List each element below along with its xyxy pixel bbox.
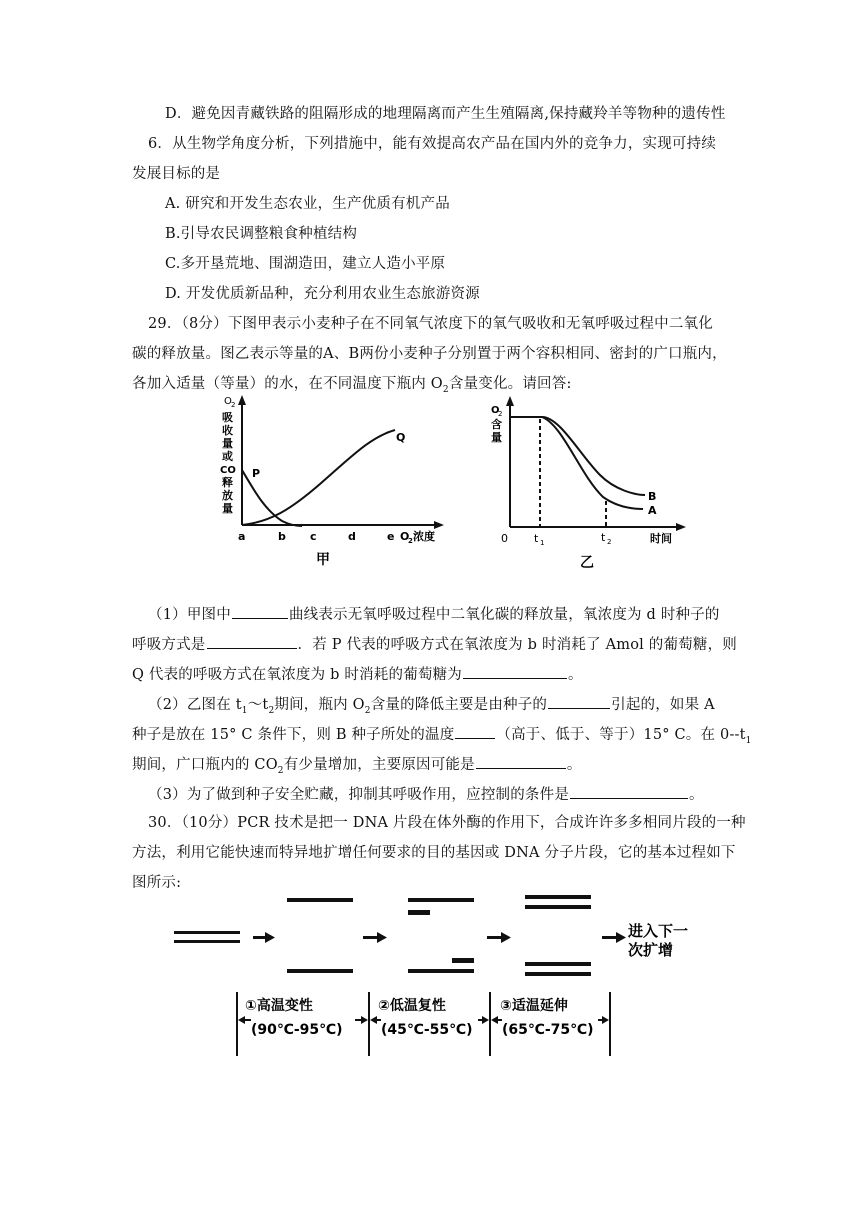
caption-yi: 乙: [580, 555, 594, 570]
step3-name: ③适温延伸: [500, 998, 568, 1014]
svg-text:2: 2: [231, 401, 236, 409]
label-a: A: [648, 504, 657, 517]
svg-text:2: 2: [607, 538, 612, 546]
svg-text:量: 量: [222, 437, 233, 450]
svg-text:O: O: [224, 396, 232, 407]
q30-stem: 30．（10分）PCR 技术是把一 DNA 片段在体外酶的作用下，合成许许多多相同片段的一种: [148, 815, 746, 831]
svg-text:t: t: [601, 531, 606, 544]
svg-text:放: 放: [222, 489, 233, 502]
svg-text:2: 2: [408, 537, 413, 545]
q30-stem-cont2: 图所示:: [132, 875, 182, 891]
label-b: B: [648, 490, 657, 503]
figure-yi: [485, 395, 700, 570]
q29-part2-c: 期间，广口瓶内的 $CO_2$有少量增加，主要原因可能是 。: [132, 753, 582, 781]
q6-option-d: D. 开发优质新品种，充分利用农业生态旅游资源: [165, 286, 480, 302]
svg-text:含: 含: [491, 418, 502, 431]
svg-text:CO: CO: [220, 465, 236, 476]
svg-text:浓度: 浓度: [413, 530, 435, 543]
step1-range: (90℃-95℃): [251, 1022, 343, 1038]
curve-q: [242, 430, 395, 525]
q6-stem: 6．从生物学角度分析，下列措施中，能有效提高农产品在国内外的竞争力，实现可持续: [148, 136, 717, 152]
q29-part1-c: Q 代表的呼吸方式在氧浓度为 b 时消耗的葡萄糖为 。: [132, 663, 583, 685]
pcr-next-line2: 次扩增: [628, 941, 674, 959]
svg-text:b: b: [278, 530, 286, 543]
step2-name: ②低温复性: [378, 998, 446, 1014]
q29-part1-a: （1）甲图中 曲线表示无氧呼吸过程中二氧化碳的释放量，氧浓度为 d 时种子的: [148, 603, 720, 625]
step2-range: (45℃-55℃): [381, 1022, 473, 1038]
figure-jia: [210, 392, 455, 570]
svg-text:量: 量: [491, 431, 502, 444]
step3-range: (65℃-75℃): [502, 1022, 594, 1038]
svg-text:c: c: [310, 530, 317, 543]
caption-jia: 甲: [316, 552, 330, 568]
svg-text:或: 或: [222, 450, 233, 463]
pcr-next-line1: 进入下一: [628, 922, 689, 940]
curve-a: [542, 417, 643, 509]
step1-name: ①高温变性: [245, 998, 313, 1014]
svg-text:时间: 时间: [650, 532, 672, 545]
q29-stem: 29．（8分）下图甲表示小麦种子在不同氧气浓度下的氧气吸收和无氧呼吸过程中二氧化: [148, 316, 713, 332]
figure-pcr: [165, 888, 695, 1063]
label-q: Q: [396, 431, 406, 444]
q29-part3: （3）为了做到种子安全贮藏，抑制其呼吸作用，应控制的条件是 。: [148, 783, 704, 805]
svg-text:量: 量: [222, 502, 233, 515]
svg-text:收: 收: [222, 424, 233, 437]
q29-part1-b: 呼吸方式是 ．若 P 代表的呼吸方式在氧浓度为 b 时消耗了 Amol 的葡萄糖，则: [132, 633, 737, 655]
svg-text:释: 释: [222, 476, 233, 489]
svg-text:吸: 吸: [222, 411, 233, 424]
svg-text:t: t: [534, 532, 539, 545]
svg-text:2: 2: [498, 410, 503, 418]
svg-text:0: 0: [501, 532, 508, 545]
svg-text:e: e: [387, 530, 395, 543]
q6-stem-cont: 发展目标的是: [132, 166, 221, 182]
q6-option-b: B.引导农民调整粮食种植结构: [165, 226, 358, 242]
q5-option-d: D．避免因青藏铁路的阻隔形成的地理隔离而产生生殖隔离,保持藏羚羊等物种的遗传性: [165, 106, 726, 122]
q6-option-a: A. 研究和开发生态农业，生产优质有机产品: [165, 196, 450, 212]
svg-text:1: 1: [540, 539, 545, 547]
label-p: P: [252, 467, 261, 480]
svg-text:O: O: [400, 530, 410, 543]
curve-b: [510, 417, 645, 495]
q30-stem-cont1: 方法，利用它能快速而特异地扩增任何要求的目的基因或 DNA 分子片段，它的基本过程如下: [132, 845, 736, 861]
q29-part2-b: 种子是放在 15° C 条件下，则 B 种子所处的温度 （高于、低于、等于）15° C。在 $0--t_1$: [132, 723, 752, 751]
svg-text:d: d: [348, 530, 356, 543]
q29-part2-a: （2）乙图在 $t_1\sim t_2$期间，瓶内 $O_2$含量的降低主要是由种子的 引起的，如果 A: [148, 693, 715, 721]
svg-text:O: O: [491, 405, 500, 416]
svg-text:a: a: [238, 530, 246, 543]
q29-stem-cont2: 各加入适量（等量）的水，在不同温度下瓶内 $O_2$含量变化。请回答:: [132, 376, 572, 395]
q29-stem-cont1: 碳的释放量。图乙表示等量的A、B两份小麦种子分别置于两个容积相同、密封的广口瓶内，: [132, 346, 727, 362]
q6-option-c: C.多开垦荒地、围湖造田，建立人造小平原: [165, 256, 446, 272]
